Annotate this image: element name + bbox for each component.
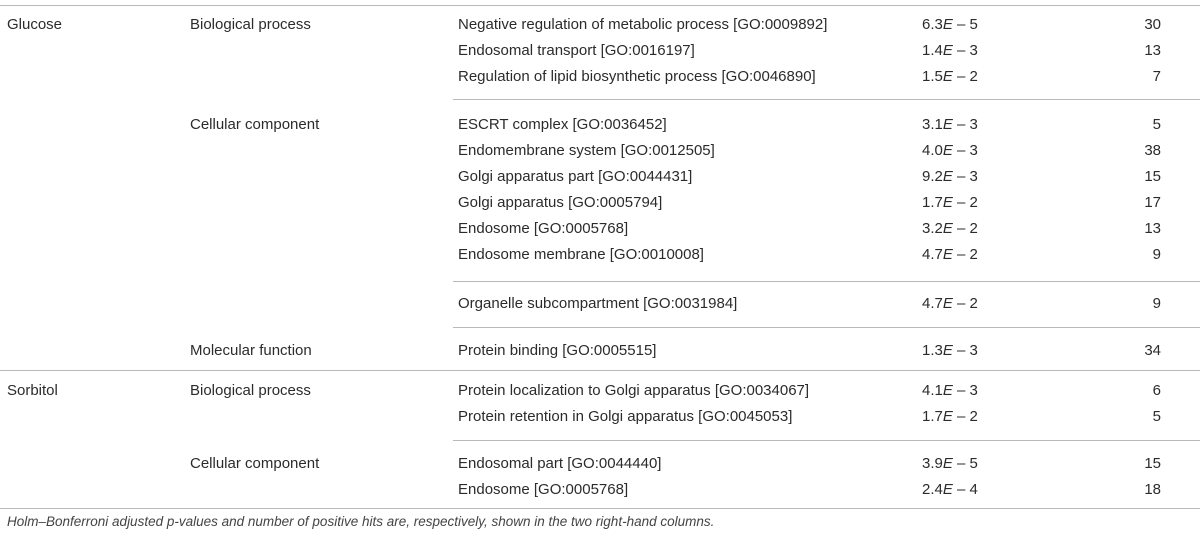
hits-cell: 9 xyxy=(1152,246,1161,263)
hits-cell: 18 xyxy=(1144,481,1161,498)
table-row xyxy=(0,190,1200,216)
p-value-cell: 4.7E – 2 xyxy=(922,246,978,263)
table-row xyxy=(0,338,1200,364)
category-cell: Molecular function xyxy=(190,342,312,359)
group-divider xyxy=(453,99,1200,100)
table-row xyxy=(0,477,1200,503)
go-term-cell: Endosome [GO:0005768] xyxy=(458,220,629,237)
table-row xyxy=(0,378,1200,404)
go-term-cell: Endosomal part [GO:0044440] xyxy=(458,455,662,472)
go-term-cell: Golgi apparatus [GO:0005794] xyxy=(458,194,663,211)
table-row xyxy=(0,64,1200,90)
go-term-cell: Endosome [GO:0005768] xyxy=(458,481,629,498)
category-cell: Biological process xyxy=(190,382,311,399)
hits-cell: 17 xyxy=(1144,194,1161,211)
table-row xyxy=(0,291,1200,317)
table-bottom-rule xyxy=(0,508,1200,509)
hits-cell: 6 xyxy=(1152,382,1161,399)
hits-cell: 30 xyxy=(1144,16,1161,33)
table-row xyxy=(0,112,1200,138)
table-row xyxy=(0,451,1200,477)
go-term-cell: Endosomal transport [GO:0016197] xyxy=(458,42,695,59)
category-cell: Cellular component xyxy=(190,116,320,133)
p-value-cell: 1.5E – 2 xyxy=(922,68,978,85)
go-term-cell: Endomembrane system [GO:0012505] xyxy=(458,142,715,159)
sugar-cell: Glucose xyxy=(7,16,63,33)
go-term-cell: Golgi apparatus part [GO:0044431] xyxy=(458,168,693,185)
p-value-cell: 3.9E – 5 xyxy=(922,455,978,472)
hits-cell: 5 xyxy=(1152,116,1161,133)
hits-cell: 34 xyxy=(1144,342,1161,359)
p-value-cell: 1.3E – 3 xyxy=(922,342,978,359)
go-term-cell: Organelle subcompartment [GO:0031984] xyxy=(458,295,738,312)
p-value-cell: 3.1E – 3 xyxy=(922,116,978,133)
go-term-cell: Protein retention in Golgi apparatus [GO:0045053] xyxy=(458,408,793,425)
hits-cell: 7 xyxy=(1152,68,1161,85)
hits-cell: 13 xyxy=(1144,220,1161,237)
go-term-cell: Negative regulation of metabolic process [GO:0009892] xyxy=(458,16,828,33)
hits-cell: 5 xyxy=(1152,408,1161,425)
table-row xyxy=(0,404,1200,430)
table-row xyxy=(0,138,1200,164)
p-value-cell: 3.2E – 2 xyxy=(922,220,978,237)
p-value-cell: 1.7E – 2 xyxy=(922,408,978,425)
table-row xyxy=(0,38,1200,64)
go-term-cell: Protein localization to Golgi apparatus [GO:0034067] xyxy=(458,382,810,399)
table-row xyxy=(0,164,1200,190)
table-footnote: Holm–Bonferroni adjusted p-values and number of positive hits are, respectively, shown in the two right-hand columns. xyxy=(7,514,715,529)
go-term-cell: ESCRT complex [GO:0036452] xyxy=(458,116,667,133)
sugar-divider xyxy=(0,370,1200,371)
sugar-cell: Sorbitol xyxy=(7,382,58,399)
table-row xyxy=(0,216,1200,242)
category-cell: Cellular component xyxy=(190,455,320,472)
table-top-rule xyxy=(0,5,1200,6)
hits-cell: 38 xyxy=(1144,142,1161,159)
table-row xyxy=(0,12,1200,38)
group-divider xyxy=(453,281,1200,282)
p-value-cell: 4.1E – 3 xyxy=(922,382,978,399)
p-value-cell: 1.7E – 2 xyxy=(922,194,978,211)
group-divider xyxy=(453,327,1200,328)
go-term-cell: Endosome membrane [GO:0010008] xyxy=(458,246,704,263)
p-value-cell: 1.4E – 3 xyxy=(922,42,978,59)
hits-cell: 9 xyxy=(1152,295,1161,312)
go-term-cell: Protein binding [GO:0005515] xyxy=(458,342,657,359)
table-row xyxy=(0,242,1200,268)
p-value-cell: 9.2E – 3 xyxy=(922,168,978,185)
hits-cell: 15 xyxy=(1144,168,1161,185)
p-value-cell: 6.3E – 5 xyxy=(922,16,978,33)
p-value-cell: 4.7E – 2 xyxy=(922,295,978,312)
p-value-cell: 4.0E – 3 xyxy=(922,142,978,159)
hits-cell: 15 xyxy=(1144,455,1161,472)
go-term-cell: Regulation of lipid biosynthetic process [GO:0046890] xyxy=(458,68,816,85)
category-cell: Biological process xyxy=(190,16,311,33)
group-divider xyxy=(453,440,1200,441)
hits-cell: 13 xyxy=(1144,42,1161,59)
p-value-cell: 2.4E – 4 xyxy=(922,481,978,498)
